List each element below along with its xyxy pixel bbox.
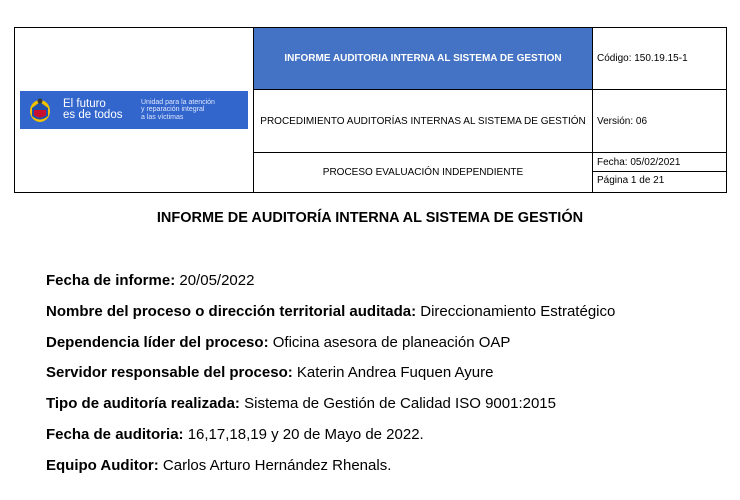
report-fields [46,272,726,488]
header-date: Fecha: 05/02/2021 [593,154,726,172]
logo-entity-name: Unidad para la atención y reparación integral a las víctimas [141,98,215,121]
header-procedure-title: PROCEDIMIENTO AUDITORÍAS INTERNAS AL SISTEMA DE GESTIÓN [254,90,593,152]
logo-cell [15,28,254,193]
field-audit-date [46,426,726,457]
header-date-page [593,152,727,192]
field-value: Carlos Arturo Hernández Rhenals. [162,456,392,474]
entity-logo [20,91,248,129]
field-audit-team [46,457,726,488]
field-lead-department [46,334,726,365]
header-report-title: INFORME AUDITORIA INTERNA AL SISTEMA DE GESTION [254,28,593,90]
document-header-table [14,27,727,193]
header-version: Versión: 06 [593,90,727,152]
field-value: 20/05/2022 [179,272,255,289]
field-label: Servidor responsable del proceso: [46,364,293,382]
field-value: Katerin Andrea Fuquen Ayure [296,364,494,382]
field-value: Sistema de Gestión de Calidad ISO 9001:2015 [244,395,556,413]
header-page: Página 1 de 21 [597,175,665,187]
field-responsible-official [46,364,726,395]
field-report-date [46,272,726,303]
field-value: 16,17,18,19 y 20 de Mayo de 2022. [187,425,424,443]
field-label: Dependencia líder del proceso: [46,333,269,351]
header-code: Código: 150.19.15-1 [593,28,727,90]
field-value: Direccionamiento Estratégico [420,302,616,320]
field-label: Tipo de auditoría realizada: [46,395,240,413]
field-label: Nombre del proceso o dirección territorial auditada: [46,302,417,320]
field-value: Oficina asesora de planeación OAP [272,333,511,351]
logo-slogan: El futuro es de todos [63,98,123,121]
field-process-name [46,303,726,334]
field-label: Fecha de informe: [46,272,176,289]
coat-of-arms-icon [25,95,55,125]
header-process-title: PROCESO EVALUACIÓN INDEPENDIENTE [254,152,593,192]
field-label: Fecha de auditoria: [46,425,184,443]
field-audit-type [46,395,726,426]
field-label: Equipo Auditor: [46,456,159,474]
document-title: INFORME DE AUDITORÍA INTERNA AL SISTEMA DE GESTIÓN [156,210,584,226]
